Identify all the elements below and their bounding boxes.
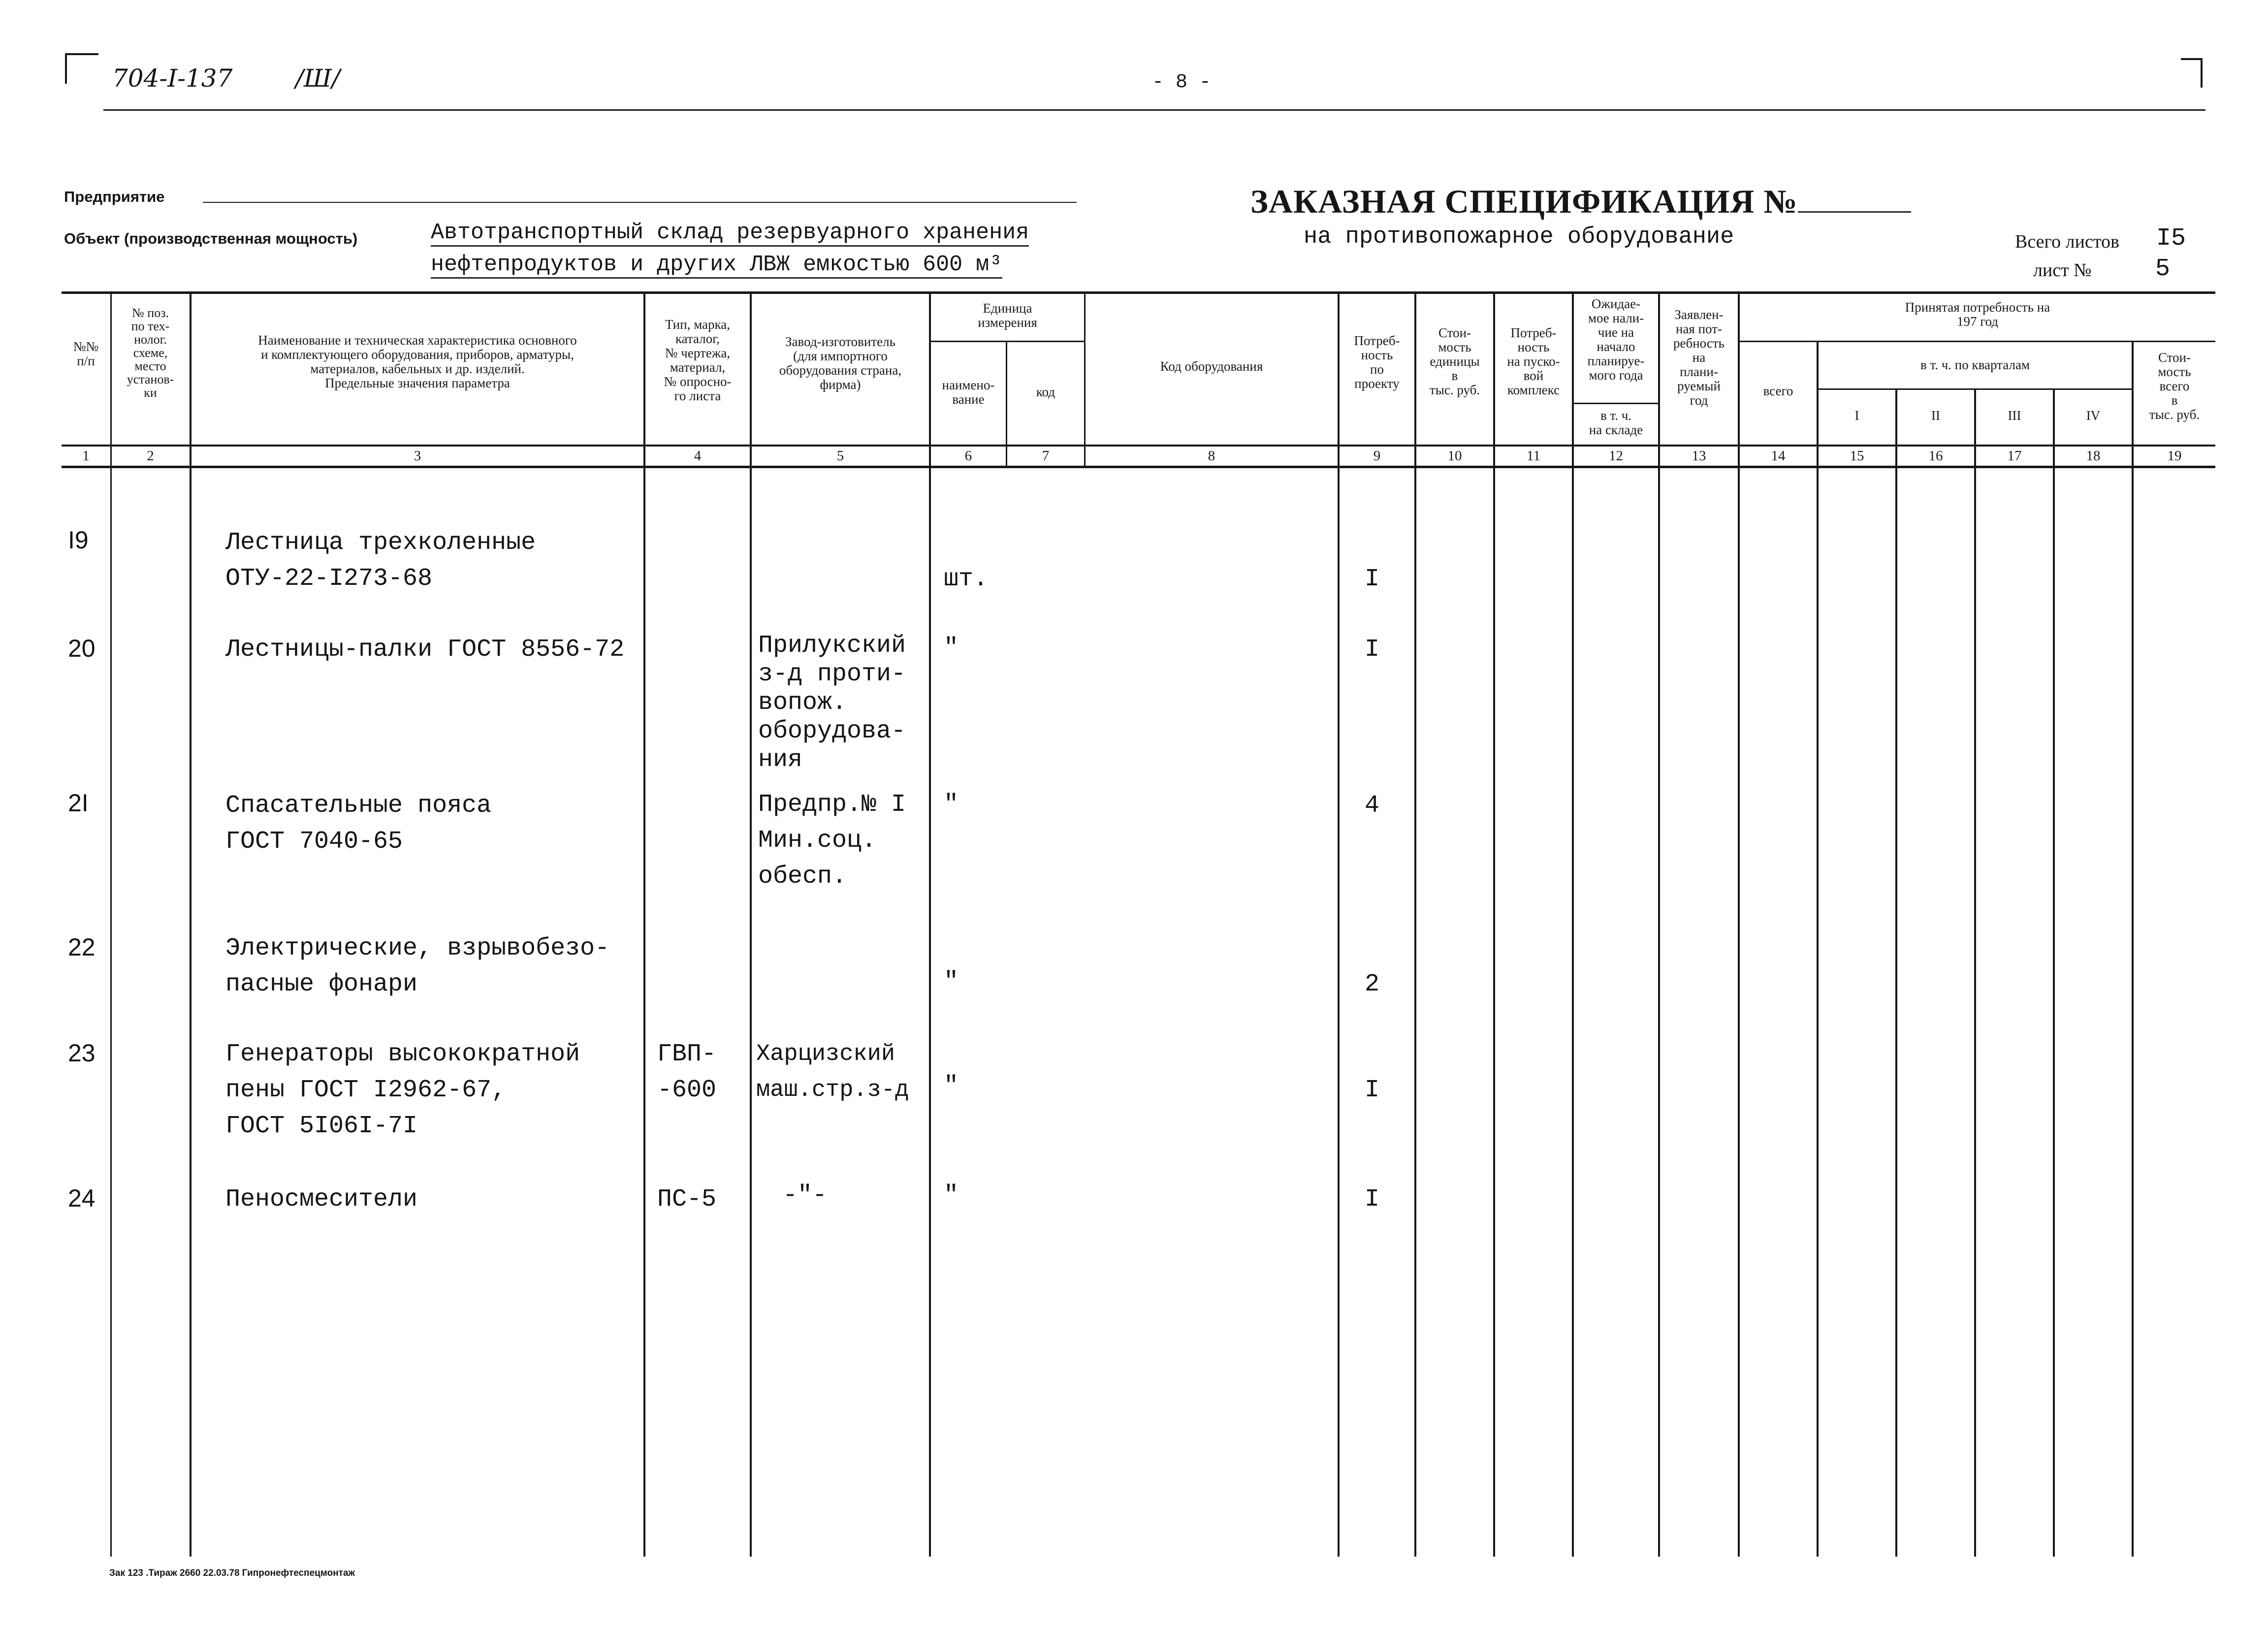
vline-10-left [1414, 291, 1416, 1557]
header-col-17: III [2008, 408, 2021, 423]
row-20-number: 20 [68, 635, 96, 662]
header-col-18: IV [2086, 408, 2101, 423]
doc-title-text: ЗАКАЗНАЯ СПЕЦИФИКАЦИЯ № [1250, 183, 1798, 220]
colnum-5: 5 [836, 448, 844, 464]
subheader-rule-14-19 [1739, 341, 2215, 342]
vline-14-left [1738, 291, 1740, 1557]
vline-15-left [1817, 341, 1819, 1557]
row-19-name: Лестница трехколенные ОТУ-22-I273-68 [225, 529, 536, 593]
vline-11-left [1493, 291, 1495, 1557]
album-number: /Ш/ [295, 64, 340, 93]
header-col-10: Стои- мость единицы в тыс. руб. [1429, 325, 1480, 397]
subheader-rule-67 [930, 341, 1084, 342]
header-bottom-rule [62, 445, 2215, 447]
doc-code: 704-I-137 [112, 64, 233, 93]
colnum-12: 12 [1609, 448, 1623, 464]
header-col-5: Завод-изготовитель (для импортного оборудования страна, фирма) [779, 334, 902, 392]
header-col-14: всего [1763, 383, 1793, 398]
row-24-unit: " [944, 1181, 959, 1210]
object-line-1: Автотранспортный склад резервуарного хранения [431, 220, 1029, 247]
colnum-13: 13 [1692, 448, 1706, 464]
vline-4-left [643, 291, 645, 1557]
header-col-3: Наименование и техническая характеристика основного и комплектующего оборудования, приборов, арматуры, материалов, кабельных и др. изделий. Предельные значения параметра [258, 333, 577, 390]
corner-mark-right [2201, 58, 2203, 88]
row-23-qty: I [1365, 1076, 1380, 1104]
row-22-name: Электрические, взрывобезо- пасные фонари [225, 934, 610, 998]
vline-7-8 [1084, 291, 1086, 468]
header-col-12: Ожидае- мое нали- чие на начало планируе- мого года [1587, 296, 1645, 383]
header-col-13: Заявлен- ная пот- ребность на плани- руемый год [1673, 307, 1725, 408]
colnum-4: 4 [694, 448, 702, 464]
colnum-16: 16 [1928, 448, 1943, 464]
row-23-name: Генераторы высокократной пены ГОСТ I2962-67, ГОСТ 5I06I-7I [225, 1040, 580, 1140]
row-22-unit: " [944, 968, 959, 996]
colnum-17: 17 [2007, 448, 2022, 464]
row-21-maker: Предпр.№ I Мин.соц. обесп. [758, 791, 906, 891]
top-rule [103, 109, 2205, 111]
object-label: Объект (производственная мощность) [64, 230, 358, 247]
object-line-2: нефтепродуктов и других ЛВЖ емкостью 600 м³ [431, 252, 1002, 279]
sheet-value: 5 [2155, 255, 2171, 283]
sheet-label: лист № [2033, 260, 2092, 281]
enterprise-underline [203, 202, 1077, 203]
vline-6-left [929, 291, 931, 1557]
row-19-qty: I [1365, 565, 1380, 593]
row-20-name: Лестницы-палки ГОСТ 8556-72 [225, 636, 625, 664]
colnum-7: 7 [1042, 448, 1050, 464]
row-23-maker: Харцизский маш.стр.з-д [756, 1041, 909, 1103]
row-20-qty: I [1365, 636, 1380, 664]
colnum-8: 8 [1208, 448, 1215, 464]
header-col-11: Потреб- ность на пуско- вой комплекс [1507, 325, 1560, 397]
row-20-maker: Прилукский з-д проти- вопож. оборудова- ния [758, 632, 906, 774]
row-19-number: I9 [68, 526, 89, 554]
vline-9-left [1338, 291, 1340, 1557]
corner-mark-right-top [2181, 58, 2203, 60]
header-col-12-sub: в т. ч. на складе [1589, 408, 1643, 437]
header-col-4: Тип, марка, каталог, № чертежа, материал, № опросно- го листа [664, 317, 732, 403]
row-22-qty: 2 [1365, 970, 1380, 998]
row-23-type: ГВП- -600 [657, 1040, 717, 1104]
row-21-unit: " [944, 791, 959, 819]
header-col-2: № поз. по тех- нолог. схеме, место установ- ки [127, 306, 174, 400]
colnum-15: 15 [1850, 448, 1864, 464]
enterprise-label: Предприятие [64, 188, 165, 205]
vline-2-left [110, 291, 112, 1557]
row-24-qty: I [1365, 1185, 1380, 1213]
header-col-6: наимено- вание [942, 378, 995, 407]
row-24-type: ПС-5 [657, 1185, 717, 1213]
row-21-qty: 4 [1365, 792, 1380, 820]
colnum-2: 2 [147, 448, 154, 464]
vline-12-left [1572, 291, 1574, 1557]
vline-3-left [190, 291, 192, 1557]
row-23-number: 23 [68, 1039, 96, 1067]
colnum-14: 14 [1771, 448, 1786, 464]
header-col-1: №№ п/п [73, 339, 99, 368]
vline-16-left [1895, 388, 1897, 1557]
row-22-number: 22 [68, 933, 96, 961]
colnum-11: 11 [1527, 448, 1540, 464]
numbers-bottom-rule [62, 466, 2215, 468]
table-top-border [62, 291, 2215, 294]
colnum-9: 9 [1373, 448, 1381, 464]
header-col-9: Потреб- ность по проекту [1354, 333, 1400, 391]
colnum-19: 19 [2167, 448, 2182, 464]
vline-5-left [750, 291, 752, 1557]
corner-mark-left-top [65, 53, 98, 55]
page-marker: - 8 - [1152, 71, 1212, 94]
header-col-14-19: Принятая потребность на 197 год [1905, 300, 2050, 329]
header-col-6-7: Единица измерения [978, 301, 1037, 330]
header-col-15-18: в т. ч. по кварталам [1920, 357, 2030, 372]
colnum-6: 6 [964, 448, 972, 464]
row-19-unit: шт. [944, 565, 989, 593]
header-col-19: Стои- мость всего в тыс. руб. [2149, 350, 2200, 422]
colnum-1: 1 [82, 448, 90, 464]
print-note: Зак 123 .Тираж 2660 22.03.78 Гипронефтеспецмонтаж [109, 1568, 355, 1578]
row-23-unit: " [944, 1072, 959, 1100]
row-20-unit: " [944, 634, 959, 662]
colnum-10: 10 [1447, 448, 1462, 464]
corner-mark-left [65, 53, 67, 84]
subheader-rule-12 [1573, 403, 1658, 404]
total-sheets-label: Всего листов [2015, 231, 2119, 252]
colnum-3: 3 [414, 448, 421, 464]
header-col-8: Код оборудования [1160, 359, 1263, 374]
doc-title [1250, 182, 1911, 221]
header-col-15: I [1854, 408, 1859, 423]
header-col-7: код [1036, 384, 1055, 399]
doc-subtitle: на противопожарное оборудование [1304, 224, 1734, 250]
row-24-name: Пеносмесители [225, 1185, 418, 1213]
row-24-number: 24 [68, 1184, 96, 1212]
row-24-maker: -"- [783, 1181, 828, 1210]
row-21-number: 2I [68, 789, 89, 817]
row-21-name: Спасательные пояса ГОСТ 7040-65 [225, 792, 492, 856]
vline-19-left [2132, 341, 2134, 1557]
vline-17-left [1974, 388, 1976, 1557]
total-sheets-value: I5 [2156, 224, 2186, 253]
vline-13-left [1658, 291, 1660, 1557]
header-col-16: II [1931, 408, 1940, 423]
colnum-18: 18 [2086, 448, 2101, 464]
vline-18-left [2053, 388, 2055, 1557]
